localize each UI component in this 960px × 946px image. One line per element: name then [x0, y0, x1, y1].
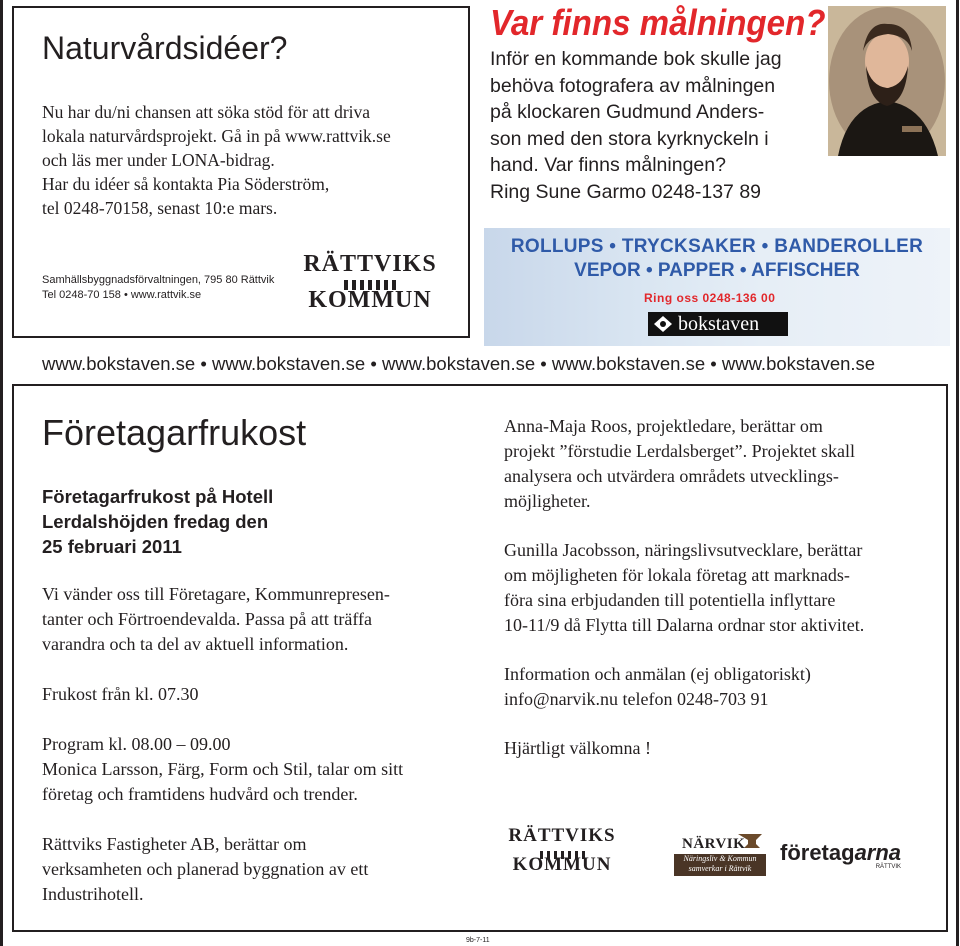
rattvik-logo-top: RÄTTVIKS: [303, 251, 437, 277]
foretagarna-part1: företag: [780, 840, 855, 865]
frukost-program: Program kl. 08.00 – 09.00 Monica Larsson, Färg, Form och Stil, talar om sitt företag och framtidens hudvård och trender.: [42, 734, 404, 804]
narvik-line1: Näringsliv & Kommun: [683, 854, 757, 863]
narvik-name: NÄRVIK: [682, 836, 746, 852]
bokstaven-logo-text: bokstaven: [678, 312, 760, 335]
painting-title: Var finns målningen?: [490, 2, 826, 43]
frukost-breakfast: Frukost från kl. 07.30: [42, 684, 199, 704]
painting-ad: [480, 0, 950, 224]
left-page-rule: [0, 0, 3, 946]
foretagarna-part2: arna: [854, 840, 902, 865]
frukost-ad: [12, 384, 948, 932]
lona-title: Naturvårdsidéer?: [42, 30, 288, 66]
bokstaven-logo-icon: [652, 314, 674, 334]
rattvik-bottom-logo-top: RÄTTVIKS: [508, 825, 616, 846]
frukost-subtitle: Företagarfrukost på Hotell Lerdalshöjden fredag den 25 februari 2011: [42, 486, 274, 557]
bokstaven-line1: ROLLUPS • TRYCKSAKER • BANDEROLLER: [510, 236, 924, 257]
bokstaven-url-strip: www.bokstaven.se • www.bokstaven.se • www.bokstaven.se • www.bokstaven.se • www.bokstaven.se: [42, 353, 876, 374]
frukost-intro: Vi vänder oss till Företagare, Kommunrepresen- tanter och Förtroendevalda. Passa på att träffa varandra och ta del av aktuell information.: [42, 584, 390, 654]
rattvik-bottom-logo-pipes: [506, 846, 618, 854]
rattvik-bottom-logo-bottom: KOMMUN: [512, 854, 612, 875]
lona-body: Nu har du/ni chansen att söka stöd för att driva lokala naturvårdsprojekt. Gå in på www.rattvik.se och läs mer under LONA-bidrag. Har du idéer så kontakta Pia Söderström, tel 0248-70158, senast 10:e mars.: [42, 102, 391, 218]
narvik-line2: samverkar i Rättvik: [688, 864, 752, 873]
bokstaven-logo: [648, 312, 788, 336]
bokstaven-phone: Ring oss 0248-136 00: [644, 291, 776, 305]
lona-address-line2: Tel 0248-70 158 • www.rattvik.se: [42, 289, 202, 301]
foretagarna-sub: RÄTTVIK: [875, 864, 902, 870]
footer-code: 9b-7-11: [466, 937, 490, 944]
foretagarna-logo: [780, 840, 901, 870]
frukost-anna: Anna-Maja Roos, projektledare, berättar om projekt ”förstudie Lerdalsberget”. Projektet skall analysera och utvärdera områdets utvecklings- möjligheter.: [504, 416, 856, 511]
frukost-gunilla: Gunilla Jacobsson, näringslivsutvecklare, berättar om möjligheten för lokala företag att marknads- föra sina erbjudanden till potentiella inflyttare 10-11/9 då Flytta till Dalarna ordnar stor aktivitet.: [504, 540, 865, 635]
rattvik-logo-pipes: [300, 277, 440, 287]
painting-body: Inför en kommande bok skulle jag behöva fotografera av målningen på klockaren Gudmund Anders- son med den stora kyrknyckeln i hand. Var finns målningen? Ring Sune Garmo 0248-137 89: [490, 48, 782, 203]
lona-ad: [12, 6, 470, 338]
right-page-rule: [956, 0, 959, 946]
frukost-info: Information och anmälan (ej obligatoriskt) info@narvik.nu telefon 0248-703 91: [504, 664, 811, 709]
portrait-painting: [828, 6, 946, 156]
lona-address-line1: Samhällsbyggnadsförvaltningen, 795 80 Rättvik: [42, 274, 275, 286]
bokstaven-line2: VEPOR • PAPPER • AFFISCHER: [574, 260, 860, 281]
rattvik-kommun-logo-bottom: [506, 826, 618, 874]
frukost-welcome: Hjärtligt välkomna !: [504, 738, 651, 758]
bokstaven-ad: [484, 228, 950, 346]
narvik-logo: [664, 832, 768, 878]
rattvik-kommun-logo: [300, 252, 440, 312]
rattvik-logo-bottom: KOMMUN: [308, 287, 432, 313]
frukost-fastigheter: Rättviks Fastigheter AB, berättar om verksamheten och planerad byggnation av ett Industrihotell.: [42, 834, 369, 904]
frukost-title: Företagarfrukost: [42, 412, 307, 453]
narvik-tagline-box: [674, 854, 766, 876]
